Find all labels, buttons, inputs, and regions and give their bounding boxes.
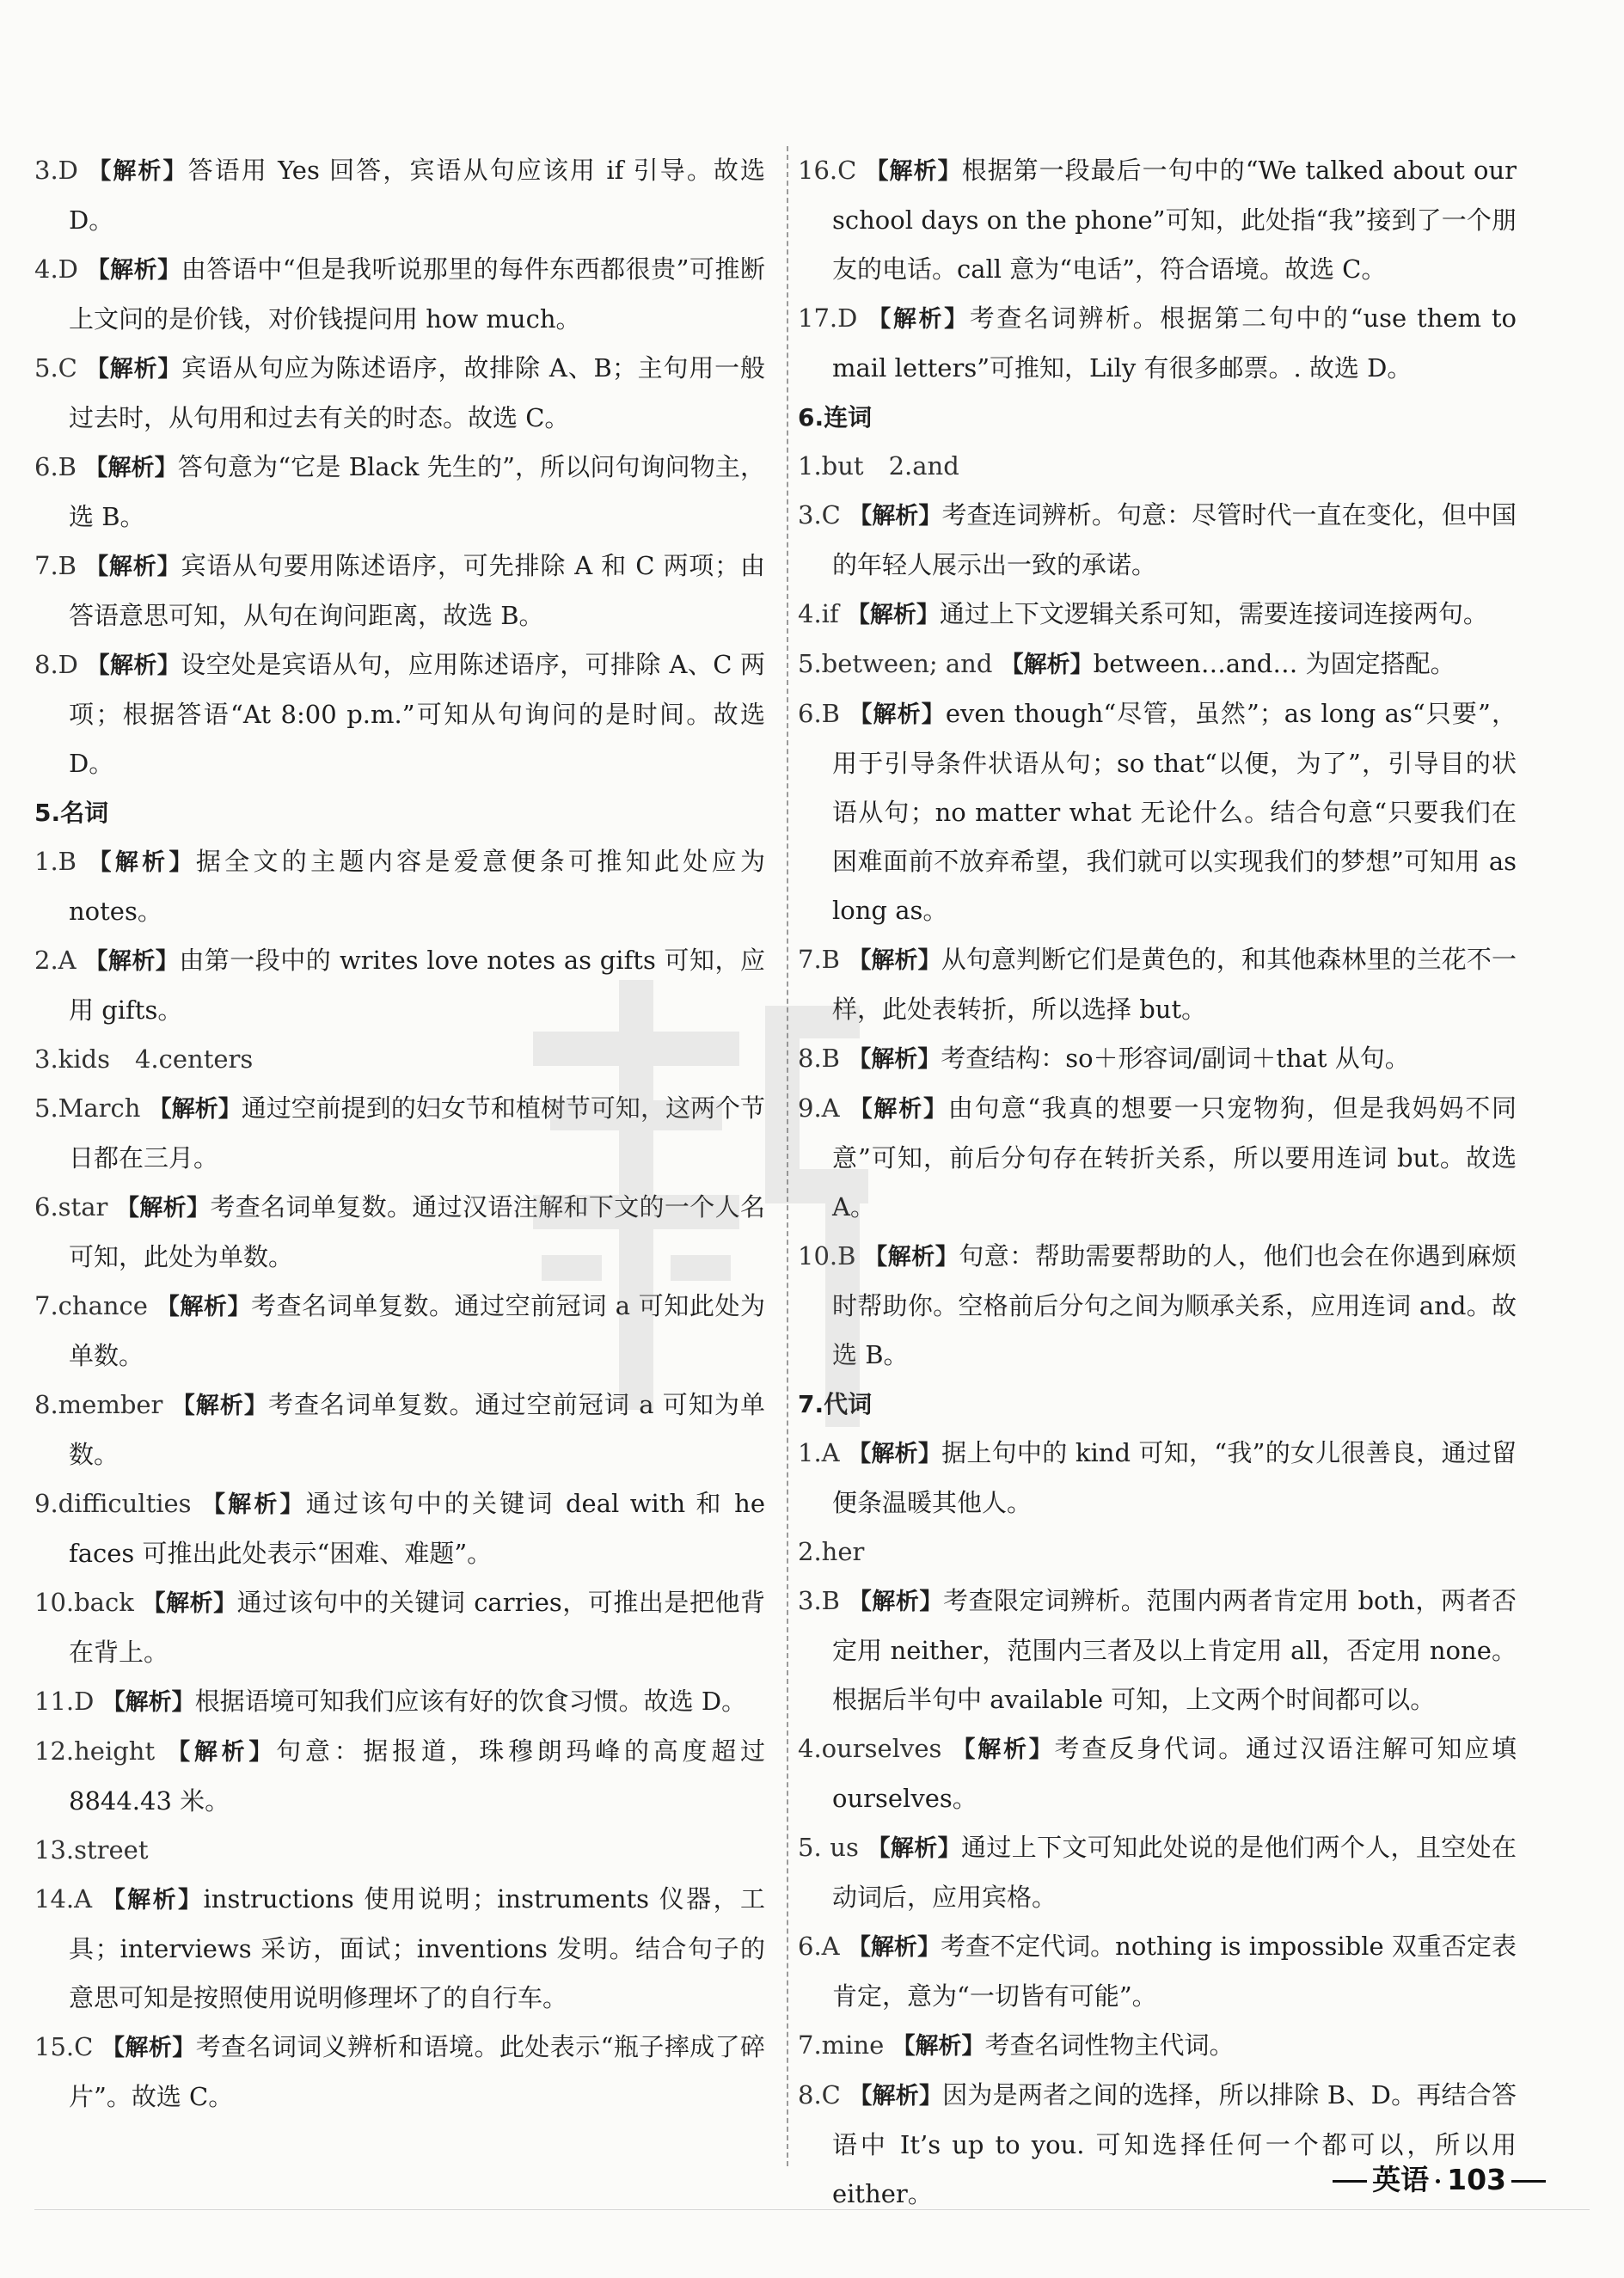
answer-entry — [34, 542, 765, 640]
answer-number: 7.B — [798, 945, 840, 974]
answer-number: 2.A — [34, 946, 77, 975]
analysis-tag: 【解析】 — [864, 1244, 959, 1271]
answer-number: 4.D — [34, 254, 78, 284]
answer-number: 3.kids 4.centers — [34, 1044, 254, 1074]
answer-entry — [34, 1282, 765, 1381]
answer-entry — [798, 1034, 1517, 1084]
footer-dash-right — [1511, 2180, 1546, 2183]
answer-number: 1.but 2.and — [798, 451, 959, 481]
footer-rule — [34, 2209, 1590, 2210]
analysis-tag: 【解析】 — [849, 1096, 948, 1123]
answer-number: 17.D — [798, 303, 858, 333]
answer-entry — [798, 1724, 1517, 1823]
answer-number: 6.A — [798, 1932, 840, 1961]
answer-entry — [34, 1727, 765, 1826]
answer-number: 7.chance — [34, 1291, 148, 1320]
answer-explanation: 句意：据报道，珠穆朗玛峰的高度超过 8844.43 米。 — [69, 1736, 765, 1816]
answer-entry — [34, 1035, 765, 1084]
answer-entry — [798, 1232, 1517, 1380]
answer-entry — [34, 1183, 765, 1282]
answer-explanation: 答句意为“它是 Black 先生的”，所以问句询问物主，选 B。 — [69, 452, 766, 531]
answer-number: 5. us — [798, 1833, 859, 1862]
analysis-tag: 【解析】 — [848, 1441, 942, 1467]
analysis-tag: 【解析】 — [848, 1589, 943, 1615]
answer-entry — [34, 936, 765, 1035]
answer-explanation: 考查名词性物主代词。 — [984, 2030, 1235, 2060]
analysis-tag: 【解析】 — [848, 947, 941, 974]
answer-entry — [34, 1677, 765, 1727]
analysis-tag: 【解析】 — [84, 455, 178, 481]
answer-entry — [34, 1826, 765, 1875]
answer-entry — [34, 1479, 765, 1578]
answer-number: 2.her — [798, 1537, 865, 1566]
answer-explanation: 从句意判断它们是黄色的，和其他森林里的兰花不一样，此处表转折，所以选择 but。 — [832, 945, 1517, 1024]
analysis-tag: 【解析】 — [952, 1736, 1055, 1763]
answer-number: 5.between; and — [798, 649, 993, 678]
analysis-tag: 【解析】 — [148, 1096, 242, 1123]
analysis-tag: 【解析】 — [88, 158, 188, 185]
answer-explanation: 考查结构：so＋形容词/副词＋that 从句。 — [941, 1044, 1410, 1073]
answer-number: 16.C — [798, 156, 857, 185]
answer-number: 10.B — [798, 1241, 856, 1271]
answer-entry — [798, 1922, 1517, 2021]
answer-explanation: 考查名词辨析。根据第二句中的“use them to mail letters”可推知，Lily 有很多邮票。. 故选 D。 — [832, 303, 1517, 383]
analysis-tag: 【解析】 — [84, 948, 180, 975]
answer-number: 9.A — [798, 1093, 840, 1123]
analysis-tag: 【解析】 — [171, 1393, 268, 1419]
answer-entry — [34, 443, 765, 542]
answer-explanation: 通过空前提到的妇女节和植树节可知，这两个节日都在三月。 — [69, 1093, 765, 1173]
answer-number: 13.street — [34, 1835, 149, 1865]
answer-entry — [34, 640, 765, 788]
answer-explanation: 据上句中的 kind 可知，“我”的女儿很善良，通过留便条温暖其他人。 — [832, 1438, 1517, 1517]
answer-number: 4.if — [798, 599, 839, 628]
answer-explanation: 通过上下文逻辑关系可知，需要连接词连接两句。 — [939, 599, 1488, 628]
column-divider — [787, 146, 788, 2166]
answer-explanation: 答语用 Yes 回答，宾语从句应该用 if 引导。故选 D。 — [69, 156, 765, 235]
section-heading: 7.代词 — [798, 1390, 873, 1418]
analysis-tag: 【解析】 — [86, 652, 181, 679]
answer-explanation: 通过该句中的关键词 carries，可推出是把他背在背上。 — [69, 1588, 766, 1667]
answer-entry — [34, 146, 765, 245]
answer-explanation: 句意：帮助需要帮助的人，他们也会在你遇到麻烦时帮助你。空格前后分句之间为顺承关系，应用连词 and。故选 B。 — [832, 1241, 1517, 1369]
analysis-tag: 【解析】 — [115, 1195, 211, 1222]
answer-number: 3.C — [798, 500, 841, 530]
answer-entry — [798, 590, 1517, 640]
answer-explanation: 通过上下文可知此处说的是他们两个人，且空处在动词后，应用宾格。 — [832, 1833, 1517, 1912]
analysis-tag: 【解析】 — [101, 1887, 204, 1914]
answer-explanation: 考查名词单复数。通过空前冠词 a 可知此处为单数。 — [69, 1291, 766, 1370]
section-heading: 5.名词 — [34, 799, 109, 827]
answer-entry — [798, 1429, 1517, 1528]
answer-explanation: 据全文的主题内容是爱意便条可推知此处应为 notes。 — [69, 847, 765, 926]
answer-explanation: 考查反身代词。通过汉语注解可知应填 ourselves。 — [832, 1734, 1517, 1813]
answer-entry — [798, 935, 1517, 1034]
answer-number: 7.mine — [798, 2030, 885, 2060]
answer-entry — [798, 689, 1517, 935]
answer-entry — [34, 1578, 765, 1677]
answer-entry — [34, 245, 765, 344]
answer-number: 3.B — [798, 1586, 840, 1615]
answer-explanation: 由第一段中的 writes love notes as gifts 可知，应用 gifts。 — [69, 946, 766, 1025]
answer-entry — [798, 2021, 1517, 2071]
answer-explanation: 考查不定代词。nothing is impossible 双重否定表肯定，意为“一切皆有可能”。 — [832, 1932, 1517, 2011]
answer-number: 11.D — [34, 1687, 95, 1716]
analysis-tag: 【解析】 — [865, 158, 962, 185]
answer-entry — [798, 491, 1517, 590]
answer-number: 8.member — [34, 1390, 163, 1419]
answer-explanation: 考查名词单复数。通过空前冠词 a 可知为单数。 — [69, 1390, 766, 1469]
left-column — [34, 146, 765, 2122]
answer-explanation: 考查连词辨析。句意：尽管时代一直在变化，但中国的年轻人展示出一致的承诺。 — [832, 500, 1517, 579]
answer-entry — [34, 1084, 765, 1183]
answer-number: 1.A — [798, 1438, 840, 1467]
analysis-tag: 【解析】 — [847, 1934, 941, 1961]
answer-entry — [34, 2023, 765, 2122]
answer-number: 7.B — [34, 551, 77, 580]
answer-number: 6.B — [34, 452, 77, 481]
answer-number: 14.A — [34, 1884, 93, 1914]
answer-explanation: instructions 使用说明；instruments 仪器，工具；interviews 采访，面试；inventions 发明。结合句子的意思可知是按照使用说明修理坏了的自行车。 — [69, 1884, 766, 2012]
right-column — [798, 146, 1517, 2219]
analysis-tag: 【解析】 — [846, 602, 940, 628]
answer-number: 8.C — [798, 2080, 841, 2110]
answer-number: 5.C — [34, 353, 77, 383]
answer-entry — [34, 1875, 765, 2023]
analysis-tag: 【解析】 — [85, 554, 181, 580]
footer-subject: 英语 — [1372, 2163, 1430, 2196]
answer-explanation: 考查名词词义辨析和语境。此处表示“瓶子摔成了碎片”。故选 C。 — [69, 2032, 766, 2111]
answer-explanation: 因为是两者之间的选择，所以排除 B、D。再结合答语中 It’s up to you. 可知选择任何一个都可以，所以用 either。 — [832, 2080, 1517, 2208]
answer-entry — [34, 837, 765, 936]
analysis-tag: 【解析】 — [867, 1835, 961, 1862]
page-footer — [1327, 2158, 1551, 2198]
answer-number: 8.B — [798, 1044, 840, 1073]
answer-explanation: 考查名词单复数。通过汉语注解和下文的一个人名可知，此处为单数。 — [69, 1192, 766, 1271]
answer-number: 12.height — [34, 1736, 156, 1766]
answer-explanation: 考查限定词辨析。范围内两者肯定用 both，两者否定用 neither，范围内三者及以上肯定用 all，否定用 none。根据后半句中 available 可知，上文两个时间都可以。 — [832, 1586, 1517, 1714]
answer-explanation: between…and… 为固定搭配。 — [1093, 649, 1455, 678]
answer-number: 6.star — [34, 1192, 108, 1222]
analysis-tag: 【解析】 — [201, 1491, 306, 1518]
analysis-tag: 【解析】 — [892, 2033, 985, 2060]
footer-page-number: 103 — [1447, 2163, 1506, 2196]
answer-number: 3.D — [34, 156, 78, 185]
analysis-tag: 【解析】 — [85, 356, 182, 383]
answer-entry — [34, 1381, 765, 1479]
answer-explanation: even though“尽管，虽然”；as long as“只要”，用于引导条件状语从句；so that“以便，为了”，引导目的状语从句；no matter what 无论什么。结合句意“只要我们在困难面前不放弃希望，我们就可以实现我们的梦想”可知用 as long as。 — [832, 699, 1517, 925]
answer-explanation: 由句意“我真的想要一只宠物狗，但是我妈妈不同意”可知，前后分句存在转折关系，所以要用连词 but。故选 A。 — [832, 1093, 1517, 1222]
analysis-tag: 【解析】 — [156, 1294, 252, 1320]
answer-number: 9.difficulties — [34, 1489, 192, 1518]
analysis-tag: 【解析】 — [142, 1590, 237, 1617]
answer-explanation: 宾语从句要用陈述语序，可先排除 A 和 C 两项；由答语意思可知，从句在询问距离，故选 B。 — [69, 551, 766, 630]
answer-entry — [798, 442, 1517, 491]
answer-explanation: 宾语从句应为陈述语序，故排除 A、B；主句用一般过去时，从句用和过去有关的时态。故选 C。 — [69, 353, 766, 432]
answer-number: 1.B — [34, 847, 77, 876]
answer-number: 8.D — [34, 650, 78, 679]
footer-dot — [1436, 2179, 1440, 2183]
section-heading: 6.连词 — [798, 403, 873, 432]
answer-entry — [34, 344, 765, 443]
answer-entry — [798, 1084, 1517, 1232]
answer-number: 15.C — [34, 2032, 94, 2061]
answer-entry — [798, 1528, 1517, 1577]
answer-number: 5.March — [34, 1093, 141, 1123]
answer-number: 10.back — [34, 1588, 134, 1617]
analysis-tag: 【解析】 — [849, 2083, 943, 2110]
answer-entry — [798, 294, 1517, 393]
answer-explanation: 设空处是宾语从句，应用陈述语序，可排除 A、C 两项；根据答语“At 8:00 p.m.”可知从句询问的是时间。故选 D。 — [69, 650, 766, 778]
analysis-tag: 【解析】 — [1000, 652, 1094, 678]
answer-explanation: 根据第一段最后一句中的“We talked about our school days on the phone”可知，此处指“我”接到了一个朋友的电话。call 意为“电话”，符合语境。故选 C。 — [832, 156, 1517, 284]
analysis-tag: 【解析】 — [88, 849, 196, 876]
answer-explanation: 通过该句中的关键词 deal with 和 he faces 可推出此处表示“困难、难题”。 — [69, 1489, 765, 1568]
analysis-tag: 【解析】 — [848, 1046, 941, 1073]
analysis-tag: 【解析】 — [867, 306, 970, 333]
analysis-tag: 【解析】 — [849, 701, 946, 728]
analysis-tag: 【解析】 — [86, 257, 181, 284]
footer-dash-left — [1333, 2180, 1367, 2183]
answer-entry — [798, 146, 1517, 294]
analysis-tag: 【解析】 — [101, 1689, 195, 1716]
analysis-tag: 【解析】 — [101, 2035, 196, 2061]
analysis-tag: 【解析】 — [167, 1739, 277, 1766]
answer-explanation: 根据语境可知我们应该有好的饮食习惯。故选 D。 — [194, 1687, 747, 1716]
analysis-tag: 【解析】 — [849, 503, 942, 530]
answer-number: 6.B — [798, 699, 840, 728]
answer-explanation: 由答语中“但是我听说那里的每件东西都很贵”可推断上文问的是价钱，对价钱提问用 how much。 — [69, 254, 766, 334]
answer-entry — [798, 1577, 1517, 1724]
answer-entry — [798, 1823, 1517, 1922]
answer-entry — [798, 640, 1517, 689]
answer-number: 4.ourselves — [798, 1734, 942, 1763]
